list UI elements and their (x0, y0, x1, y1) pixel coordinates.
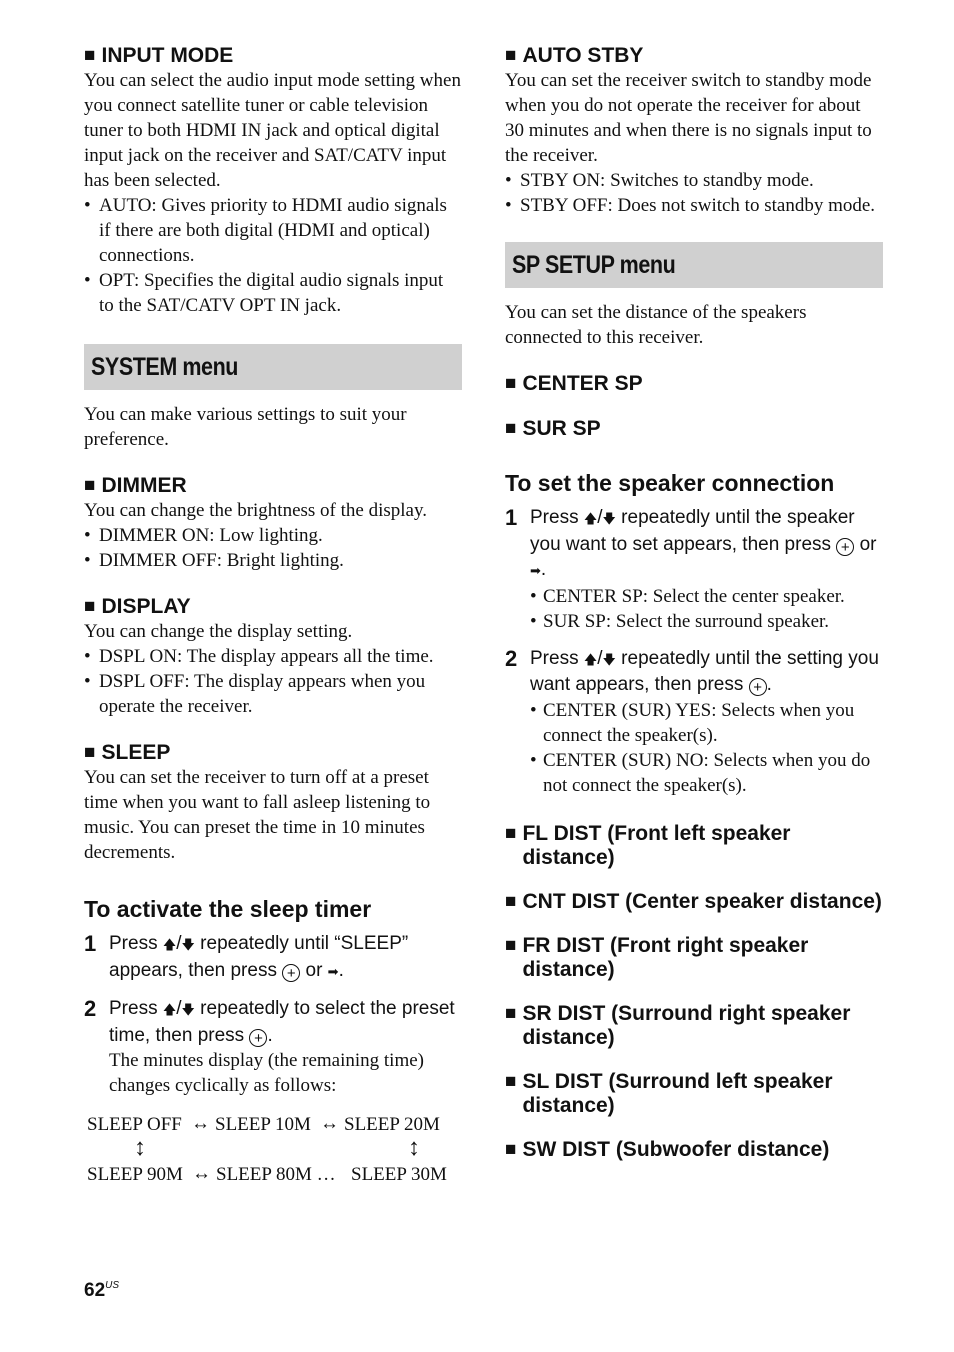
square-bullet-icon: ■ (505, 1002, 517, 1024)
square-bullet-icon: ■ (505, 934, 517, 956)
dimmer-text: You can change the brightness of the display. (84, 500, 427, 521)
step-number: 1 (84, 931, 97, 956)
sr-dist-heading: ■ SR DIST (Surround right speaker distance) (505, 1001, 851, 1049)
list-item: • DSPL ON: The display appears all the time. (84, 644, 462, 669)
list-item: • CENTER (SUR) YES: Selects when you connect the speaker(s). (530, 698, 883, 748)
square-bullet-icon: ■ (84, 45, 96, 66)
square-bullet-icon: ■ (505, 890, 517, 912)
input-mode-heading: ■ INPUT MODE (84, 44, 234, 67)
sur-sp-heading: ■ SUR SP (505, 417, 601, 440)
sleep-step-2: 2 Press 🡅/🡇 repeatedly to select the preset time, then press + . The minutes display (the remaining time) changes cyclically as follows: (84, 996, 462, 1098)
sp-setup-text: You can set the distance of the speakers connected to this receiver. (505, 302, 807, 348)
sleep-step-1: 1 Press 🡅/🡇 repeatedly until “SLEEP” appears, then press + or ➡. (84, 931, 409, 982)
step-number: 2 (84, 996, 97, 1021)
down-arrow-icon: 🡇 (181, 937, 195, 952)
right-column (505, 44, 883, 1162)
sl-dist-heading: ■ SL DIST (Surround left speaker distance) (505, 1069, 833, 1117)
seq-sleep-80m: SLEEP 80M … (216, 1164, 336, 1185)
speaker-step-2: 2 Press 🡅/🡇 repeatedly until the setting you want appears, then press + . • CENTER (SUR) YES: Selects when you connect the speaker(s). • CENTER (SUR) NO: Selects when you do not connect the speaker(s). (505, 646, 883, 798)
step-number: 1 (505, 505, 518, 530)
square-bullet-icon: ■ (505, 1138, 517, 1160)
sleep-timer-procedure (84, 895, 462, 1196)
square-bullet-icon: ■ (84, 475, 96, 496)
speaker-step-1-options (530, 584, 883, 634)
left-column (84, 44, 462, 1196)
list-item: • CENTER SP: Select the center speaker. (530, 584, 883, 609)
enter-button-icon: + (749, 678, 767, 696)
step-note: The minutes display (the remaining time) changes cyclically as follows: (109, 1050, 425, 1096)
display-options (84, 644, 462, 719)
page-number: $62^{US}$ (84, 1280, 120, 1301)
center-sp-heading: ■ CENTER SP (505, 372, 643, 395)
square-bullet-icon: ■ (505, 822, 517, 844)
list-item: • DIMMER OFF: Bright lighting. (84, 548, 462, 573)
list-item: • SUR SP: Select the surround speaker. (530, 609, 883, 634)
input-mode-text: You can select the audio input mode setting when you connect satellite tuner or cable television tuner to both HDMI IN jack and optical digital input jack on the receiver and SAT/CATV input has been selected. (84, 70, 461, 191)
up-arrow-icon: 🡅 (583, 511, 598, 526)
harrow-icon: ↔ (191, 1113, 210, 1134)
sleep-heading: ■ SLEEP (84, 741, 171, 764)
list-item: • OPT: Specifies the digital audio signals input to the SAT/CATV OPT IN jack. (84, 268, 462, 318)
down-arrow-icon: 🡇 (181, 1002, 195, 1017)
up-arrow-icon: 🡅 (162, 1002, 177, 1017)
fl-dist-heading: ■ FL DIST (Front left speaker distance) (505, 821, 791, 869)
display-text: You can change the display setting. (84, 621, 353, 642)
speaker-connection-procedure (505, 469, 883, 798)
seq-sleep-20m: SLEEP 20M (344, 1114, 440, 1135)
speaker-connection-title: To set the speaker connection (505, 470, 835, 496)
sleep-timer-title: To activate the sleep timer (84, 896, 372, 922)
square-bullet-icon: ■ (84, 596, 96, 617)
display-section (84, 595, 462, 719)
dimmer-options (84, 523, 462, 573)
speaker-step-1: 1 Press 🡅/🡇 repeatedly until the speaker you want to set appears, then press + or ➡. • CENTER SP: Select the center speaker. • SUR SP: Select the surround speaker. (505, 505, 883, 634)
seq-sleep-10m: SLEEP 10M (215, 1114, 311, 1135)
step-number: 2 (505, 645, 518, 671)
sleep-text: You can set the receiver to turn off at a preset time when you want to fall asleep listening to music. You can preset the time in 10 minutes decrements. (84, 767, 431, 863)
system-menu-text: You can make various settings to suit your preference. (84, 404, 407, 450)
seq-sleep-off: SLEEP OFF (87, 1114, 182, 1135)
list-item: • AUTO: Gives priority to HDMI audio signals if there are both digital (HDMI and optical) connections. (84, 193, 462, 268)
sleep-cycle-diagram (84, 1114, 462, 1196)
square-bullet-icon: ■ (505, 373, 517, 394)
sw-dist-heading: ■ SW DIST (Subwoofer distance) (505, 1137, 830, 1161)
square-bullet-icon: ■ (505, 418, 517, 439)
enter-button-icon: + (836, 538, 854, 556)
down-arrow-icon: 🡇 (602, 511, 616, 526)
auto-stby-options (505, 168, 883, 218)
fr-dist-heading: ■ FR DIST (Front right speaker distance) (505, 933, 809, 981)
varrow-icon: ↕ (134, 1135, 146, 1161)
square-bullet-icon: ■ (84, 742, 96, 763)
seq-sleep-30m: SLEEP 30M (351, 1164, 447, 1185)
up-arrow-icon: 🡅 (162, 937, 177, 952)
list-item: • DIMMER ON: Low lighting. (84, 523, 462, 548)
input-mode-options (84, 193, 462, 318)
harrow-icon: ↔ (192, 1163, 211, 1184)
dimmer-section (84, 474, 462, 573)
seq-sleep-90m: SLEEP 90M (87, 1164, 183, 1185)
sp-setup-menu-band (505, 242, 883, 288)
list-item: • DSPL OFF: The display appears when you operate the receiver. (84, 669, 462, 719)
down-arrow-icon: 🡇 (602, 651, 616, 667)
sp-setup-menu-title: SP SETUP menu (512, 250, 676, 279)
input-mode-section (84, 44, 462, 318)
auto-stby-text: You can set the receiver switch to standby mode when you do not operate the receiver for about 30 minutes and when there is no signals input to the receiver. (505, 70, 872, 166)
system-menu-title: SYSTEM menu (91, 352, 238, 381)
harrow-icon: ↔ (320, 1113, 339, 1134)
right-arrow-icon: ➡ (327, 963, 339, 979)
list-item: • STBY ON: Switches to standby mode. (505, 168, 883, 193)
distance-settings (505, 822, 883, 1162)
list-item: • STBY OFF: Does not switch to standby mode. (505, 193, 883, 218)
list-item: • CENTER (SUR) NO: Selects when you do not connect the speaker(s). (530, 748, 883, 798)
enter-button-icon: + (249, 1029, 267, 1047)
system-menu-band (84, 344, 462, 390)
right-arrow-icon: ➡ (530, 563, 541, 578)
square-bullet-icon: ■ (505, 45, 517, 66)
up-arrow-icon: 🡅 (583, 651, 598, 667)
sleep-section (84, 741, 462, 865)
speaker-step-2-options (530, 698, 883, 798)
auto-stby-section (505, 44, 883, 218)
varrow-icon: ↕ (408, 1135, 420, 1161)
display-heading: ■ DISPLAY (84, 595, 191, 618)
square-bullet-icon: ■ (505, 1070, 517, 1092)
enter-button-icon: + (282, 964, 300, 982)
dimmer-heading: ■ DIMMER (84, 474, 187, 497)
region-suffix: US (105, 1280, 120, 1291)
auto-stby-heading: ■ AUTO STBY (505, 44, 644, 67)
cnt-dist-heading: ■ CNT DIST (Center speaker distance) (505, 889, 882, 913)
